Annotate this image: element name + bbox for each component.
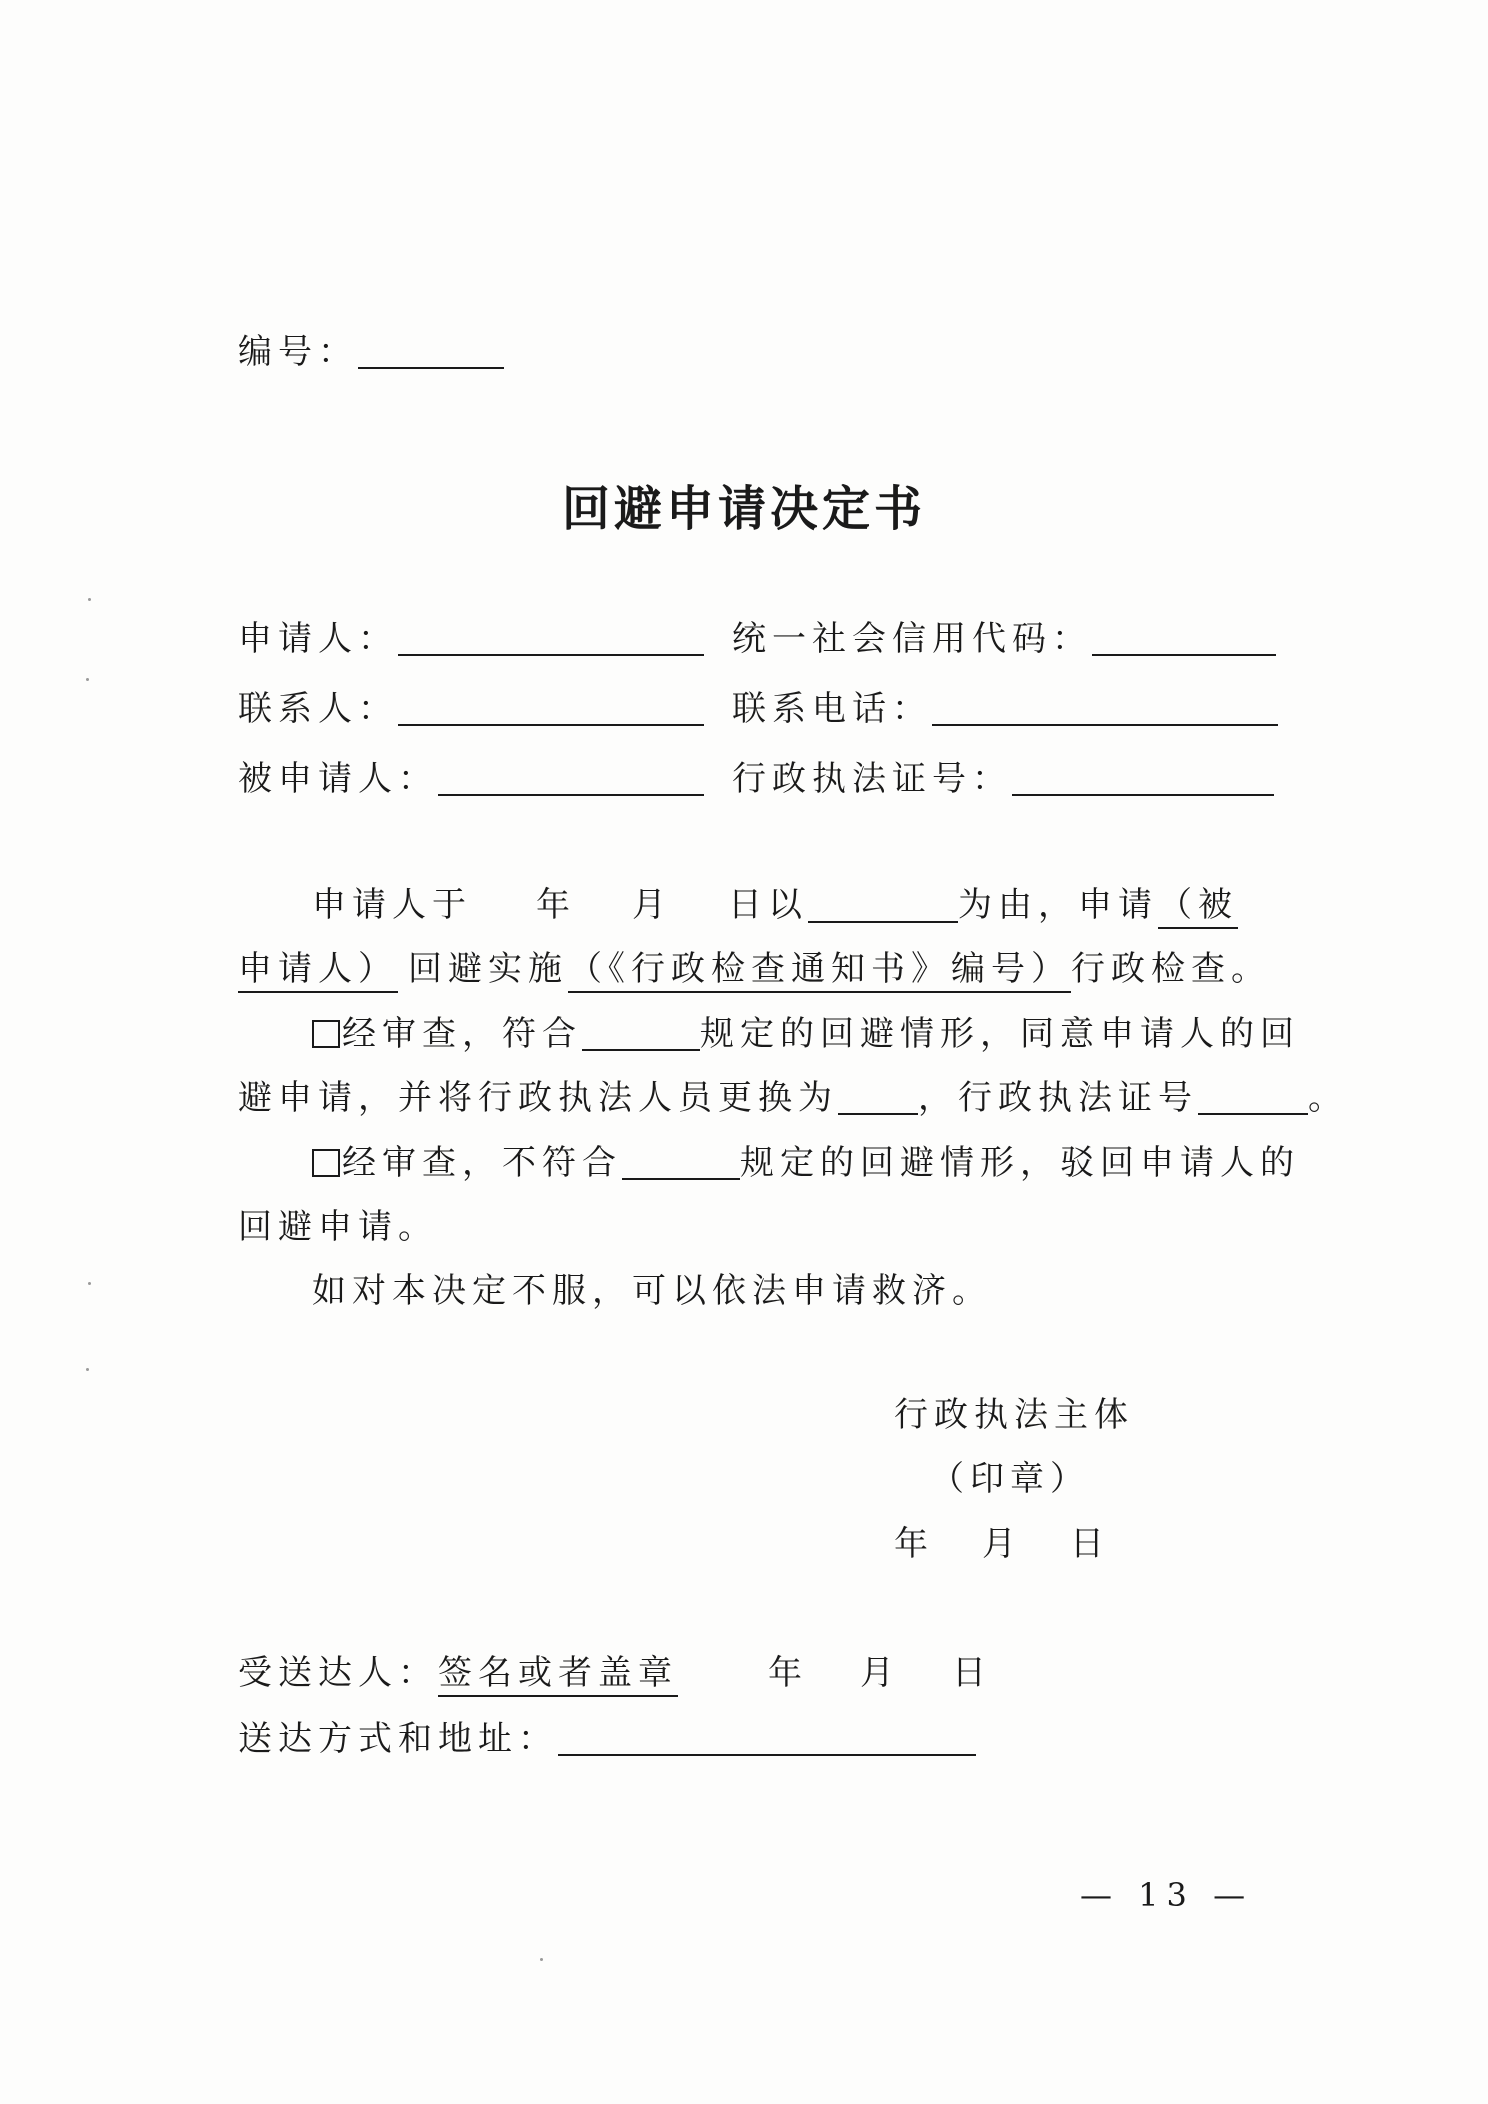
contact-label: 联系人： <box>238 689 398 729</box>
p1-year: 年 <box>536 885 576 925</box>
paragraph-3-line-2 <box>238 1207 438 1247</box>
p2-b: 规定的回避情形，同意申请人的回 <box>700 1014 1300 1054</box>
replacement-officer-blank[interactable] <box>838 1083 918 1115</box>
paragraph-2-line-2 <box>238 1078 1348 1118</box>
page-number: — 13 — <box>1080 1876 1254 1914</box>
paragraph-3-line-1 <box>312 1143 1300 1183</box>
contact-row <box>238 689 704 729</box>
approve-checkbox[interactable] <box>312 1020 340 1048</box>
credit-code-blank[interactable] <box>1092 624 1276 656</box>
phone-blank[interactable] <box>932 694 1278 726</box>
license-no-label: 行政执法证号： <box>732 759 1012 799</box>
paragraph-2-line-1 <box>312 1014 1300 1054</box>
applicant-blank[interactable] <box>398 624 704 656</box>
reason-blank[interactable] <box>808 891 958 923</box>
phone-row <box>732 689 1278 729</box>
paragraph-1-line-2 <box>238 949 1271 989</box>
license-no-blank[interactable] <box>1012 764 1274 796</box>
applicant-label: 申请人： <box>238 619 398 659</box>
signature-month: 月 <box>982 1524 1022 1564</box>
scan-speck <box>88 598 91 601</box>
scan-speck <box>86 1368 89 1371</box>
signature-date <box>894 1524 1110 1564</box>
reject-rule-blank[interactable] <box>622 1148 740 1180</box>
contact-blank[interactable] <box>398 694 704 726</box>
scan-speck <box>86 678 89 681</box>
recipient-day: 日 <box>952 1653 992 1693</box>
p3-a: 经审查，不符合 <box>342 1143 622 1183</box>
p2-c: 避申请，并将行政执法人员更换为 <box>238 1078 838 1118</box>
signature-day: 日 <box>1070 1524 1110 1564</box>
p1-reason: 为由，申请 <box>958 885 1158 925</box>
scan-speck <box>540 1958 543 1961</box>
credit-code-label: 统一社会信用代码： <box>732 619 1092 659</box>
p1-tail: 行政检查。 <box>1071 949 1271 989</box>
p3-c: 回避申请。 <box>238 1207 438 1247</box>
recipient-sign[interactable]: 签名或者盖章 <box>438 1653 678 1697</box>
delivery-method-label: 送达方式和地址： <box>238 1719 558 1759</box>
p2-d: ，行政执法证号 <box>918 1078 1198 1118</box>
doc-number-label: 编号： <box>238 332 358 372</box>
recipient-row <box>238 1653 992 1693</box>
paragraph-4: 如对本决定不服，可以依法申请救济。 <box>312 1271 992 1311</box>
respondent-blank[interactable] <box>438 764 704 796</box>
paragraph-1-line-1 <box>312 885 1238 925</box>
doc-number-row <box>238 332 504 372</box>
recipient-month: 月 <box>860 1653 900 1693</box>
p3-b: 规定的回避情形，驳回申请人的 <box>740 1143 1300 1183</box>
document-title: 回避申请决定书 <box>561 481 926 537</box>
respondent-label: 被申请人： <box>238 759 438 799</box>
applicant-row <box>238 619 704 659</box>
recipient-year: 年 <box>768 1653 808 1693</box>
p1-notice: （《行政检查通知书》编号） <box>568 949 1071 993</box>
p1-respondent-a: （被 <box>1158 885 1238 929</box>
phone-label: 联系电话： <box>732 689 932 729</box>
signature-seal: （印章） <box>930 1459 1090 1499</box>
p1-month: 月 <box>632 885 672 925</box>
doc-number-blank[interactable] <box>358 337 504 369</box>
signature-entity: 行政执法主体 <box>894 1395 1134 1435</box>
p1-mid: 回避实施 <box>408 949 568 989</box>
delivery-method-row <box>238 1719 976 1759</box>
p1-lead: 申请人于 <box>312 885 472 925</box>
license-no-row <box>732 759 1274 799</box>
reject-checkbox[interactable] <box>312 1149 340 1177</box>
respondent-row <box>238 759 704 799</box>
p2-e: 。 <box>1308 1078 1348 1118</box>
recipient-label: 受送达人： <box>238 1653 438 1693</box>
approve-rule-blank[interactable] <box>582 1019 700 1051</box>
delivery-method-blank[interactable] <box>558 1724 976 1756</box>
signature-year: 年 <box>894 1524 934 1564</box>
p1-respondent-b: 申请人） <box>238 949 398 993</box>
p2-a: 经审查，符合 <box>342 1014 582 1054</box>
p1-day-by: 日以 <box>728 885 808 925</box>
credit-code-row <box>732 619 1276 659</box>
replacement-license-blank[interactable] <box>1198 1083 1308 1115</box>
scan-speck <box>88 1282 91 1285</box>
